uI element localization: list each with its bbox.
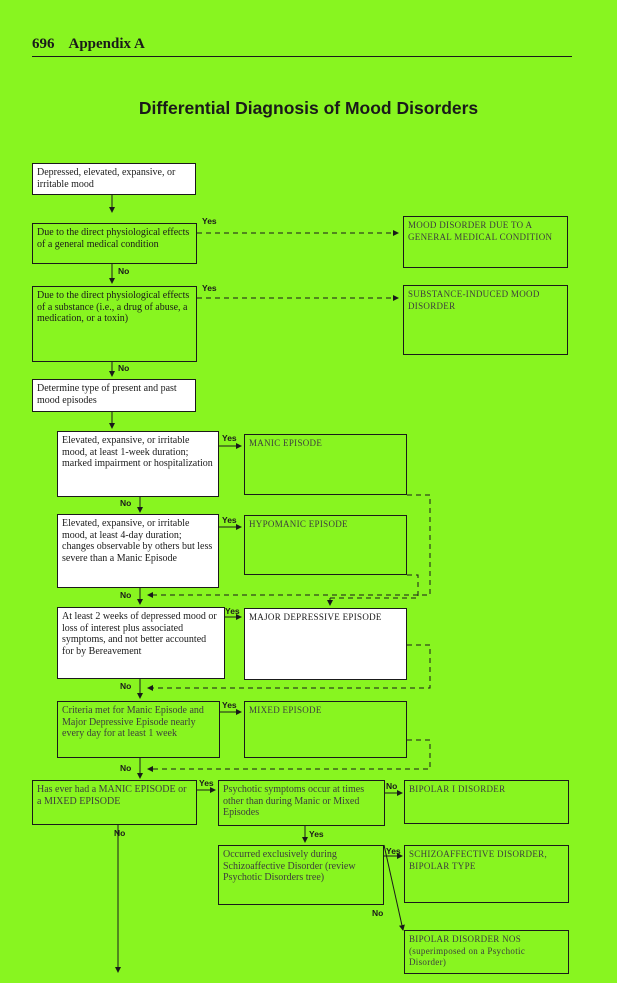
box-mixed-diagnosis: MIXED EPISODE: [244, 701, 407, 758]
box-manic-question: Elevated, expansive, or irritable mood, at least 1-week duration; marked impairment or hospitalization: [57, 431, 219, 497]
box-gmc-diagnosis: MOOD DISORDER DUE TO A GENERAL MEDICAL CONDITION: [403, 216, 568, 268]
label-yes-hypomanic: Yes: [222, 515, 237, 525]
label-yes-mixed: Yes: [222, 700, 237, 710]
section-title: Appendix A: [68, 36, 145, 52]
box-substance-diagnosis: SUBSTANCE-INDUCED MOOD DISORDER: [403, 285, 568, 355]
box-mde-diagnosis: MAJOR DEPRESSIVE EPISODE: [244, 608, 407, 680]
label-yes-gmc: Yes: [202, 216, 217, 226]
label-no-manic: No: [120, 498, 132, 508]
box-substance-question: Due to the direct physiological effects of a substance (i.e., a drug of abuse, a medication, or a toxin): [32, 286, 197, 362]
label-no-substance: No: [118, 363, 130, 373]
box-bipolar-nos-diagnosis: BIPOLAR DISORDER NOS (superimposed on a Psychotic Disorder): [404, 930, 569, 974]
label-yes-manic: Yes: [222, 433, 237, 443]
label-yes-mde: Yes: [225, 606, 240, 616]
label-no-mde: No: [120, 681, 132, 691]
box-mood: Depressed, elevated, expansive, or irritable mood: [32, 163, 196, 195]
label-no-psychotic: No: [386, 781, 398, 791]
box-schizoaffective-question: Occurred exclusively during Schizoaffective Disorder (review Psychotic Disorders tree): [218, 845, 384, 905]
label-yes-schizoaffective: Yes: [386, 846, 401, 856]
box-schizoaffective-diagnosis: SCHIZOAFFECTIVE DISORDER, BIPOLAR TYPE: [404, 845, 569, 903]
label-no-gmc: No: [118, 266, 130, 276]
box-ever-manic-question: Has ever had a MANIC EPISODE or a MIXED EPISODE: [32, 780, 197, 825]
box-hypomanic-diagnosis: HYPOMANIC EPISODE: [244, 515, 407, 575]
label-yes-substance: Yes: [202, 283, 217, 293]
label-no-schizoaffective: No: [372, 908, 384, 918]
box-psychotic-question: Psychotic symptoms occur at times other than during Manic or Mixed Episodes: [218, 780, 385, 826]
box-manic-diagnosis: MANIC EPISODE: [244, 434, 407, 495]
box-mde-question: At least 2 weeks of depressed mood or loss of interest plus associated symptoms, and not better accounted for by Bereavement: [57, 607, 225, 679]
label-no-mixed: No: [120, 763, 132, 773]
box-bipolar-i-diagnosis: BIPOLAR I DISORDER: [404, 780, 569, 824]
box-hypomanic-question: Elevated, expansive, or irritable mood, at least 4-day duration; changes observable by others but less severe than a Manic Episode: [57, 514, 219, 588]
label-yes-ever: Yes: [199, 778, 214, 788]
box-episodes: Determine type of present and past mood episodes: [32, 379, 196, 412]
page-title: Differential Diagnosis of Mood Disorders: [138, 98, 479, 118]
box-gmc-question: Due to the direct physiological effects of a general medical condition: [32, 223, 197, 264]
page-number: 696: [32, 36, 55, 52]
label-yes-psychotic: Yes: [309, 829, 324, 839]
label-no-hypomanic: No: [120, 590, 132, 600]
label-no-ever: No: [114, 828, 126, 838]
box-mixed-question: Criteria met for Manic Episode and Major Depressive Episode nearly every day for at least 1 week: [57, 701, 220, 758]
arrow-schizo-no: [384, 845, 403, 930]
